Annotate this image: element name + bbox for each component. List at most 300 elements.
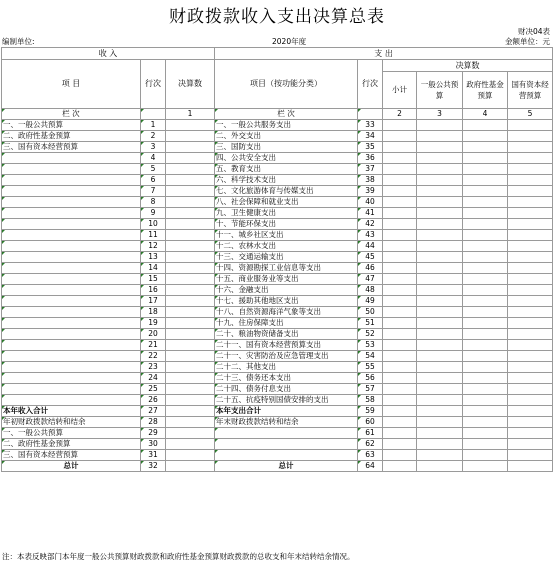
subtotal-cell	[383, 406, 417, 417]
column-no-4: 4	[463, 109, 508, 120]
fund-cell	[463, 263, 508, 274]
expense-item: 二十四、债务付息支出	[215, 384, 358, 395]
state-cell	[508, 417, 553, 428]
table-row	[2, 384, 553, 395]
column-label-expense: 栏 次	[215, 109, 358, 120]
expense-item: 十六、金融支出	[215, 285, 358, 296]
income-row-no: 14	[141, 263, 166, 274]
fund-cell	[463, 329, 508, 340]
income-final-cell	[166, 417, 215, 428]
fund-cell	[463, 274, 508, 285]
income-row-no: 25	[141, 384, 166, 395]
income-row-no: 32	[141, 461, 166, 472]
income-row-no: 7	[141, 186, 166, 197]
state-cell	[508, 175, 553, 186]
general-cell	[417, 197, 463, 208]
income-item	[2, 351, 141, 362]
general-cell	[417, 428, 463, 439]
expense-item: 六、科学技术支出	[215, 175, 358, 186]
expense-item: 总计	[215, 461, 358, 472]
income-item	[2, 208, 141, 219]
income-item	[2, 219, 141, 230]
income-row-no: 2	[141, 131, 166, 142]
expense-row-no: 55	[358, 362, 383, 373]
income-final-cell	[166, 439, 215, 450]
income-final-cell	[166, 428, 215, 439]
income-final-cell	[166, 384, 215, 395]
table-row	[2, 296, 553, 307]
column-blank-2	[358, 109, 383, 120]
subtotal-cell	[383, 230, 417, 241]
fund-cell	[463, 395, 508, 406]
income-final-cell	[166, 153, 215, 164]
income-row-no: 15	[141, 274, 166, 285]
income-item	[2, 362, 141, 373]
expense-header: 支 出	[215, 48, 553, 60]
subtotal-header: 小计	[383, 72, 417, 109]
subtotal-cell	[383, 307, 417, 318]
state-cell	[508, 230, 553, 241]
general-cell	[417, 417, 463, 428]
income-final-cell	[166, 197, 215, 208]
general-cell	[417, 373, 463, 384]
expense-row-no: 54	[358, 351, 383, 362]
table-row	[2, 428, 553, 439]
income-item	[2, 153, 141, 164]
fund-cell	[463, 340, 508, 351]
expense-row-no: 58	[358, 395, 383, 406]
expense-item: 年末财政拨款结转和结余	[215, 417, 358, 428]
state-cell	[508, 120, 553, 131]
general-cell	[417, 131, 463, 142]
income-final-cell	[166, 263, 215, 274]
general-cell	[417, 439, 463, 450]
state-cell	[508, 142, 553, 153]
table-row	[2, 131, 553, 142]
general-cell	[417, 230, 463, 241]
expense-item: 一、一般公共服务支出	[215, 120, 358, 131]
income-rowno-header: 行次	[141, 60, 166, 109]
fund-cell	[463, 351, 508, 362]
income-final-cell	[166, 241, 215, 252]
income-final-cell	[166, 120, 215, 131]
fund-cell	[463, 153, 508, 164]
income-item	[2, 329, 141, 340]
column-label-income: 栏 次	[2, 109, 141, 120]
income-item	[2, 395, 141, 406]
table-row	[2, 285, 553, 296]
report-year: 2020年度	[272, 37, 307, 46]
column-no-2: 2	[383, 109, 417, 120]
income-final-cell	[166, 307, 215, 318]
income-row-no: 6	[141, 175, 166, 186]
table-row	[2, 208, 553, 219]
state-cell	[508, 131, 553, 142]
fund-cell	[463, 186, 508, 197]
state-cell	[508, 439, 553, 450]
income-final-cell	[166, 395, 215, 406]
subtotal-cell	[383, 197, 417, 208]
income-item	[2, 252, 141, 263]
fund-budget-header: 政府性基金预算	[463, 72, 508, 109]
income-item	[2, 197, 141, 208]
income-row-no: 31	[141, 450, 166, 461]
expense-row-no: 44	[358, 241, 383, 252]
fund-cell	[463, 252, 508, 263]
general-cell	[417, 142, 463, 153]
expense-row-no: 35	[358, 142, 383, 153]
fund-cell	[463, 230, 508, 241]
income-item: 一、一般公共预算	[2, 120, 141, 131]
income-final-cell	[166, 351, 215, 362]
income-item: 二、政府性基金预算	[2, 439, 141, 450]
expense-row-no: 62	[358, 439, 383, 450]
subtotal-cell	[383, 329, 417, 340]
income-item: 三、国有资本经营预算	[2, 142, 141, 153]
income-final-cell	[166, 252, 215, 263]
general-cell	[417, 241, 463, 252]
fund-cell	[463, 164, 508, 175]
state-cell	[508, 219, 553, 230]
fund-cell	[463, 131, 508, 142]
income-row-no: 20	[141, 329, 166, 340]
general-cell	[417, 406, 463, 417]
income-final-cell	[166, 164, 215, 175]
income-row-no: 1	[141, 120, 166, 131]
expense-item: 二、外交支出	[215, 131, 358, 142]
footnote: 注：本表反映部门本年度一般公共预算财政拨款和政府性基金预算财政拨款的总收支和年末结转结余情况。	[2, 552, 355, 561]
state-cell	[508, 351, 553, 362]
income-row-no: 22	[141, 351, 166, 362]
table-row	[2, 395, 553, 406]
state-cell	[508, 208, 553, 219]
fund-cell	[463, 296, 508, 307]
fund-cell	[463, 384, 508, 395]
subtotal-cell	[383, 120, 417, 131]
table-row	[2, 318, 553, 329]
table-row	[2, 197, 553, 208]
income-item	[2, 307, 141, 318]
income-item: 总计	[2, 461, 141, 472]
general-cell	[417, 186, 463, 197]
income-row-no: 10	[141, 219, 166, 230]
state-cell	[508, 461, 553, 472]
subtotal-cell	[383, 241, 417, 252]
general-cell	[417, 340, 463, 351]
income-final-cell	[166, 175, 215, 186]
expense-item-header: 项目（按功能分类）	[215, 60, 358, 109]
subtotal-cell	[383, 340, 417, 351]
money-unit: 金额单位：元	[505, 37, 550, 46]
state-cell	[508, 340, 553, 351]
table-row	[2, 230, 553, 241]
state-cell	[508, 450, 553, 461]
fund-cell	[463, 307, 508, 318]
fund-cell	[463, 439, 508, 450]
subtotal-cell	[383, 263, 417, 274]
state-cell	[508, 373, 553, 384]
income-row-no: 4	[141, 153, 166, 164]
subtotal-cell	[383, 384, 417, 395]
income-row-no: 21	[141, 340, 166, 351]
income-row-no: 5	[141, 164, 166, 175]
expense-row-no: 38	[358, 175, 383, 186]
income-final-cell	[166, 340, 215, 351]
expense-item: 四、公共安全支出	[215, 153, 358, 164]
general-cell	[417, 208, 463, 219]
expense-row-no: 61	[358, 428, 383, 439]
report-title: 财政拨款收入支出决算总表	[169, 7, 385, 27]
income-item: 年初财政拨款结转和结余	[2, 417, 141, 428]
income-item	[2, 285, 141, 296]
income-final-cell	[166, 318, 215, 329]
subtotal-cell	[383, 153, 417, 164]
income-item	[2, 230, 141, 241]
expense-item: 十三、交通运输支出	[215, 252, 358, 263]
income-row-no: 9	[141, 208, 166, 219]
fund-cell	[463, 241, 508, 252]
expense-row-no: 33	[358, 120, 383, 131]
table-row	[2, 120, 553, 131]
expense-row-no: 34	[358, 131, 383, 142]
fund-cell	[463, 450, 508, 461]
expense-row-no: 46	[358, 263, 383, 274]
expense-row-no: 53	[358, 340, 383, 351]
subtotal-cell	[383, 351, 417, 362]
income-final-cell	[166, 461, 215, 472]
income-row-no: 29	[141, 428, 166, 439]
general-cell	[417, 318, 463, 329]
expense-row-no: 37	[358, 164, 383, 175]
expense-item: 十八、自然资源海洋气象等支出	[215, 307, 358, 318]
income-final-cell	[166, 142, 215, 153]
fund-cell	[463, 142, 508, 153]
subtotal-cell	[383, 428, 417, 439]
income-row-no: 11	[141, 230, 166, 241]
income-final-cell	[166, 329, 215, 340]
expense-item: 十、节能环保支出	[215, 219, 358, 230]
expense-item: 十七、援助其他地区支出	[215, 296, 358, 307]
income-final-cell	[166, 230, 215, 241]
budget-table	[1, 47, 553, 472]
expense-item: 二十二、其他支出	[215, 362, 358, 373]
general-cell	[417, 384, 463, 395]
fund-cell	[463, 461, 508, 472]
expense-item	[215, 439, 358, 450]
income-item	[2, 318, 141, 329]
income-item	[2, 164, 141, 175]
fund-cell	[463, 318, 508, 329]
income-row-no: 16	[141, 285, 166, 296]
income-row-no: 12	[141, 241, 166, 252]
state-cell	[508, 362, 553, 373]
table-row	[2, 351, 553, 362]
subtotal-cell	[383, 274, 417, 285]
income-row-no: 30	[141, 439, 166, 450]
general-cell	[417, 164, 463, 175]
expense-item	[215, 450, 358, 461]
subtotal-cell	[383, 142, 417, 153]
table-row	[2, 307, 553, 318]
income-final-cell	[166, 450, 215, 461]
state-capital-header: 国有资本经营预算	[508, 72, 553, 109]
expense-item	[215, 428, 358, 439]
income-final-cell	[166, 285, 215, 296]
income-final-cell	[166, 131, 215, 142]
subtotal-cell	[383, 450, 417, 461]
fund-cell	[463, 285, 508, 296]
income-row-no: 18	[141, 307, 166, 318]
state-cell	[508, 274, 553, 285]
expense-item: 三、国防支出	[215, 142, 358, 153]
general-cell	[417, 175, 463, 186]
general-cell	[417, 362, 463, 373]
expense-item: 十一、城乡社区支出	[215, 230, 358, 241]
general-cell	[417, 120, 463, 131]
income-final-header: 决算数	[166, 60, 215, 109]
fund-cell	[463, 428, 508, 439]
report-meta	[2, 36, 552, 47]
expense-item: 八、社会保障和就业支出	[215, 197, 358, 208]
income-item	[2, 274, 141, 285]
table-row	[2, 241, 553, 252]
expense-row-no: 36	[358, 153, 383, 164]
state-cell	[508, 252, 553, 263]
expense-row-no: 39	[358, 186, 383, 197]
income-item: 一、一般公共预算	[2, 428, 141, 439]
income-row-no: 13	[141, 252, 166, 263]
table-row	[2, 406, 553, 417]
income-row-no: 17	[141, 296, 166, 307]
fund-cell	[463, 373, 508, 384]
income-item	[2, 241, 141, 252]
subtotal-cell	[383, 285, 417, 296]
income-item	[2, 296, 141, 307]
expense-item: 五、教育支出	[215, 164, 358, 175]
state-cell	[508, 329, 553, 340]
column-no-income-final: 1	[166, 109, 215, 120]
expense-item: 九、卫生健康支出	[215, 208, 358, 219]
income-item	[2, 340, 141, 351]
state-cell	[508, 296, 553, 307]
state-cell	[508, 384, 553, 395]
general-cell	[417, 351, 463, 362]
general-cell	[417, 307, 463, 318]
general-cell	[417, 274, 463, 285]
income-row-no: 19	[141, 318, 166, 329]
income-final-cell	[166, 406, 215, 417]
expense-row-no: 50	[358, 307, 383, 318]
expense-row-no: 48	[358, 285, 383, 296]
expense-item: 二十一、灾害防治及应急管理支出	[215, 351, 358, 362]
fund-cell	[463, 175, 508, 186]
fund-cell	[463, 219, 508, 230]
subtotal-cell	[383, 252, 417, 263]
table-row	[2, 373, 553, 384]
expense-row-no: 40	[358, 197, 383, 208]
income-final-cell	[166, 373, 215, 384]
table-row	[2, 153, 553, 164]
state-cell	[508, 406, 553, 417]
state-cell	[508, 285, 553, 296]
state-cell	[508, 395, 553, 406]
income-final-cell	[166, 296, 215, 307]
state-cell	[508, 307, 553, 318]
fund-cell	[463, 120, 508, 131]
subtotal-cell	[383, 208, 417, 219]
expense-item: 十五、商业服务业等支出	[215, 274, 358, 285]
income-item	[2, 373, 141, 384]
column-no-5: 5	[508, 109, 553, 120]
subtotal-cell	[383, 296, 417, 307]
fund-cell	[463, 362, 508, 373]
table-row	[2, 263, 553, 274]
income-row-no: 26	[141, 395, 166, 406]
income-row-no: 24	[141, 373, 166, 384]
fund-cell	[463, 417, 508, 428]
table-row	[2, 164, 553, 175]
subtotal-cell	[383, 373, 417, 384]
income-item: 本年收入合计	[2, 406, 141, 417]
expense-row-no: 43	[358, 230, 383, 241]
column-no-3: 3	[417, 109, 463, 120]
table-row	[2, 362, 553, 373]
income-item	[2, 175, 141, 186]
expense-row-no: 63	[358, 450, 383, 461]
table-row	[2, 340, 553, 351]
income-row-no: 28	[141, 417, 166, 428]
subtotal-cell	[383, 461, 417, 472]
table-row	[2, 186, 553, 197]
income-final-cell	[166, 186, 215, 197]
general-cell	[417, 461, 463, 472]
subtotal-cell	[383, 318, 417, 329]
expense-row-no: 47	[358, 274, 383, 285]
expense-row-no: 59	[358, 406, 383, 417]
expense-item: 二十五、抗疫特别国债安排的支出	[215, 395, 358, 406]
state-cell	[508, 428, 553, 439]
expense-row-no: 57	[358, 384, 383, 395]
income-item-header: 项 目	[2, 60, 141, 109]
table-row	[2, 461, 553, 472]
income-item: 三、国有资本经营预算	[2, 450, 141, 461]
income-header: 收 入	[2, 48, 215, 60]
expense-row-no: 42	[358, 219, 383, 230]
subtotal-cell	[383, 131, 417, 142]
expense-row-no: 51	[358, 318, 383, 329]
income-item	[2, 384, 141, 395]
general-cell	[417, 263, 463, 274]
expense-final-header: 决算数	[383, 60, 553, 72]
expense-row-no: 49	[358, 296, 383, 307]
expense-item: 十九、住房保障支出	[215, 318, 358, 329]
table-row	[2, 142, 553, 153]
table-row	[2, 417, 553, 428]
subtotal-cell	[383, 362, 417, 373]
state-cell	[508, 318, 553, 329]
income-row-no: 27	[141, 406, 166, 417]
expense-item: 七、文化旅游体育与传媒支出	[215, 186, 358, 197]
state-cell	[508, 164, 553, 175]
income-row-no: 23	[141, 362, 166, 373]
expense-item: 本年支出合计	[215, 406, 358, 417]
state-cell	[508, 263, 553, 274]
general-budget-header: 一般公共预算	[417, 72, 463, 109]
subtotal-cell	[383, 439, 417, 450]
table-row	[2, 329, 553, 340]
state-cell	[508, 197, 553, 208]
fund-cell	[463, 197, 508, 208]
